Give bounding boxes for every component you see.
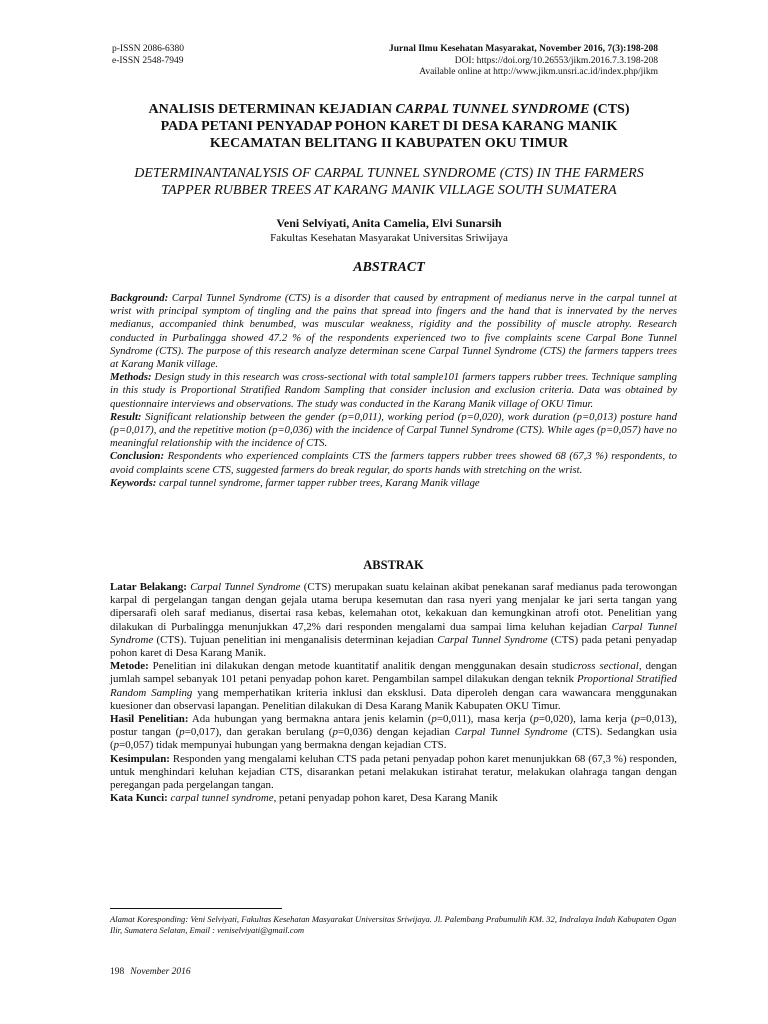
abstract-heading: ABSTRACT — [353, 260, 425, 275]
abstract-conclusion: Conclusion: Respondents who experienced complaints CTS the farmers tappers rubber trees showed 68 (67,3 %) respondents, to avoid complaints scene CTS, suggested farmers do break regular, do sports hands with stretching on the wrist. — [110, 450, 677, 476]
title-english: DETERMINANTANALYSIS OF CARPAL TUNNEL SYNDROME (CTS) IN THE FARMERS TAPPER RUBBER TREES AT KARANG MANIK VILLAGE SOUTH SUMATERA — [134, 166, 644, 198]
affiliation: Fakultas Kesehatan Masyarakat Universitas Sriwijaya — [270, 232, 508, 244]
abstrak-indonesian — [110, 581, 677, 805]
abstrak-hasil: Hasil Penelitian: Ada hubungan yang bermakna antara jenis kelamin (p=0,011), masa kerja (p=0,020), lama kerja (p=0,013), postur tangan (p=0,017), dan gerakan berulang (p=0,036) dengan kejadian Carpal Tunnel Syndrome (CTS). Sedangkan usia (p=0,057) tidak mempunyai hubungan yang bermakna dengan kejadian CTS. — [110, 713, 678, 752]
abstrak-kata-kunci: Kata Kunci: carpal tunnel syndrome, petani penyadap pohon karet, Desa Karang Manik — [110, 792, 498, 805]
journal-info — [389, 44, 658, 79]
correspondence-footnote: Alamat Koresponding: Veni Selviyati, Fakultas Kesehatan Masyarakat Universitas Sriwijaya. Jl. Palembang Prabumulih KM. 32, Indralaya Indah Kabupaten Ogan Ilir, Sumatera Selatan, Email : veniselviyati@gmail.com — [110, 914, 677, 935]
authors: Veni Selviyati, Anita Camelia, Elvi Sunarsih — [276, 216, 502, 230]
journal-citation: Jurnal Ilmu Kesehatan Masyarakat, November 2016, 7(3):198-208 — [389, 44, 658, 54]
issn-block — [112, 44, 184, 67]
title-block — [100, 101, 678, 276]
p-issn: p-ISSN 2086-6380 — [112, 44, 185, 54]
title-indonesian: ANALISIS DETERMINAN KEJADIAN CARPAL TUNNEL SYNDROME (CTS) PADA PETANI PENYADAP POHON KARET DI DESA KARANG MANIK KECAMATAN BELITANG II KABUPATEN OKU TIMUR — [148, 102, 630, 151]
abstrak-heading: ABSTRAK — [363, 558, 424, 572]
abstract-result: Result: Significant relationship between the gender (p=0,011), working period (p=0,020), work duration (p=0,013) posture hand (p=0,017), and the repetitive motion (p=0,036) with the incidence of Carpal Tunnel Syndrome (CTS). While ages (p=0,057) have no meaningful relationship with the incidence of CTS. — [110, 410, 677, 450]
abstrak-metode: Metode: Penelitian ini dilakukan dengan metode kuantitatif analitik dengan menggunakan desain studicross sectional, dengan jumlah sampel sebanyak 101 petani penyadap pohon karet. Pengambilan sampel dilakukan dengan teknik Proportional Stratified Random Sampling yang memperhatikan kriteria inklusi dan eksklusi. Data diperoleh dengan cara wawancara menggunakan kuesioner dan observasi lapangan. Penelitian dilakukan di Desa Karang Manik Kabupaten OKU Timur. — [110, 660, 677, 712]
page-number: 198 — [110, 967, 125, 977]
abstract-english — [110, 292, 677, 490]
page-footer — [110, 967, 191, 977]
doi-link[interactable]: DOI: https://doi.org/10.26553/jikm.2016.7.3.198-208 — [454, 55, 658, 66]
issue-month: November 2016 — [130, 967, 191, 977]
available-online[interactable]: Available online at http://www.jikm.unsri.ac.id/index.php/jikm — [419, 67, 658, 77]
abstract-methods: Methods: Design study in this research was cross-sectional with total sample101 farmers tappers rubber trees. Technique sampling in this study is Proportional Stratified Random Sampling that consider inclusion and exclusion criteria. Data was obtained by questionnaire interviews and observations. The study was conducted in the Karang Manik village of OKU Timur. — [110, 371, 677, 410]
abstrak-kesimpulan: Kesimpulan: Responden yang mengalami keluhan CTS pada petani penyadap pohon karet menunjukkan 68 (67,3 %) responden, untuk menghindari keluhan kejadian CTS, disarankan petani melakukan istirahat teratur, melakukan olahraga tangan dengan peregangan pada pergelangan tangan. — [110, 752, 677, 792]
abstract-keywords: Keywords: carpal tunnel syndrome, farmer tapper rubber trees, Karang Manik village — [110, 476, 480, 489]
abstract-background: Background: Carpal Tunnel Syndrome (CTS) is a disorder that caused by entrapment of medianus nerve in the carpal tunnel at wrist with principal symptom of tingling and the pains that spread into fingers and the hand that is innervated by the nerves medianus, accompanied think benumbed, was muscular weakness, rigidity and the possibility of muscle atrophy. Research conducted in Purbalingga showed 47.2 % of the respondents experienced two to five complaints scene Carpal Bone Tunnel Syndrome (CTS). The purpose of this research analyze determinan scene Carpal Tunnel Syndrome (CTS) the farmers tappers trees at Karang Manik village. — [110, 292, 677, 371]
footnote-divider — [110, 908, 282, 909]
e-issn: e-ISSN 2548-7949 — [112, 55, 184, 66]
abstrak-latar: Latar Belakang: Carpal Tunnel Syndrome (CTS) merupakan suatu kelainan akibat penekanan saraf medianus pada terowongan karpal di pergelangan tangan dengan gejala utama berupa kesemutan dan rasa nyeri yang menjalar ke jari serta tangan yang dipersarafi oleh saraf medianus, disertai rasa kebas, kelemahan otot, kekakuan dan kemungkinan atrofi otot. Penelitian yang dilakukan di Purbalingga menunjukkan 47,2% dari responden mengalami dua sampai lima keluhan kejadian Carpal Tunnel Syndrome (CTS). Tujuan penelitian ini menganalisis determinan kejadian Carpal Tunnel Syndrome (CTS) pada petani penyadap pohon karet di Desa Karang Manik. — [110, 581, 678, 660]
